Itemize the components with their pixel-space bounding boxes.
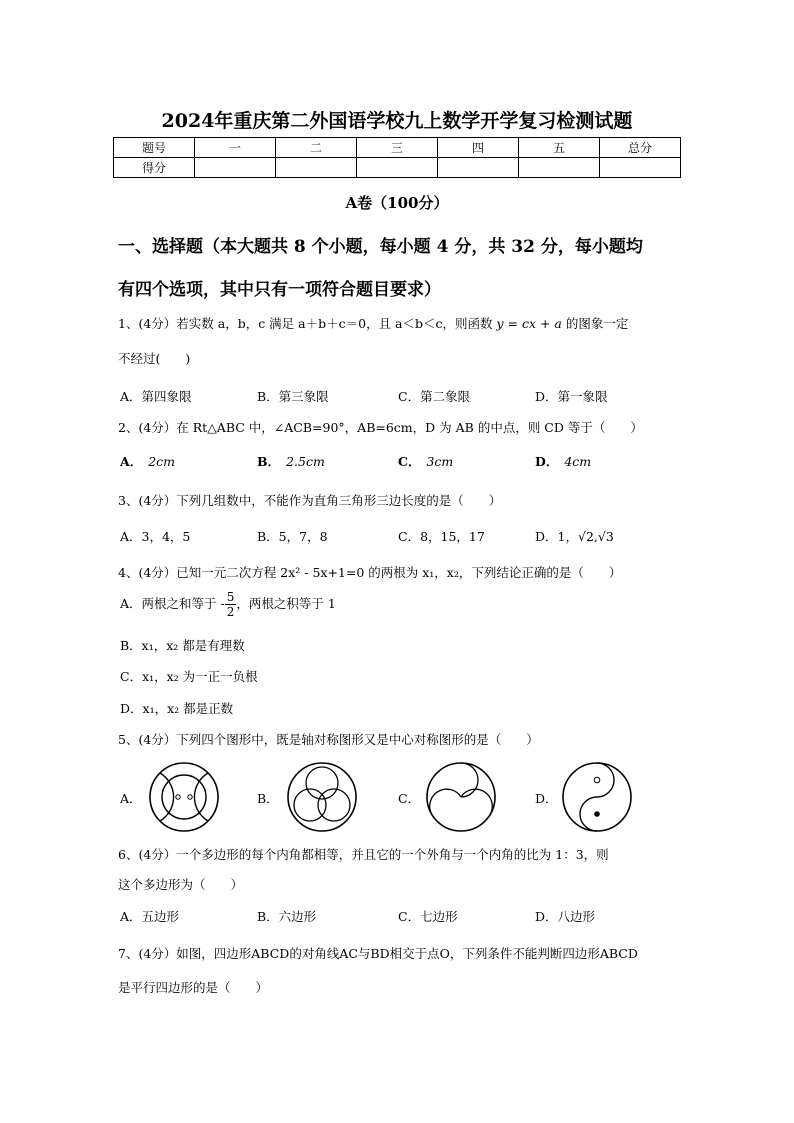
score-cell: [600, 158, 681, 178]
score-header-cell: 总分: [600, 138, 681, 158]
option-label: B．: [257, 454, 281, 469]
score-row-label: 得分: [114, 158, 195, 178]
section1-heading-line2: 有四个选项，其中只有一项符合题目要求）: [118, 280, 441, 300]
question-1-text: 1、(4分）若实数 a，b，c 满足 a＋b＋c＝0，且 a＜b＜c，则函数: [118, 316, 497, 331]
question-6-line1: 6、(4分）一个多边形的每个内角都相等，并且它的一个外角与一个内角的比为 1：3，则: [118, 847, 609, 862]
question-5-option-a-label: A．: [120, 791, 142, 806]
option-value: 3cm: [426, 454, 454, 469]
question-2-option-b: [257, 452, 325, 470]
option-label: C．: [398, 454, 421, 469]
question-1-formula: y = cx + a: [496, 316, 562, 331]
question-1-option-b: B．第三象限: [257, 389, 329, 404]
question-7-line2: 是平行四边形的是（ ）: [118, 980, 269, 995]
question-5-option-b-label: B．: [257, 791, 279, 806]
score-table: [113, 137, 681, 178]
question-3-line1: 3、(4分）下列几组数中，不能作为直角三角形三边长度的是（ ）: [118, 493, 502, 508]
question-6-option-b: B．六边形: [257, 909, 317, 924]
score-cell: [438, 158, 519, 178]
score-header-cell: 四: [438, 138, 519, 158]
score-cell: [195, 158, 276, 178]
question-5-line1: 5、(4分）下列四个图形中，既是轴对称图形又是中心对称图形的是（ ）: [118, 732, 539, 747]
score-cell: [357, 158, 438, 178]
question-4-option-d: D．x₁，x₂ 都是正数: [120, 701, 234, 716]
option-value: 4cm: [564, 454, 592, 469]
exam-title: 2024年重庆第二外国语学校九上数学开学复习检测试题: [161, 110, 633, 132]
question-1-line1: [118, 314, 628, 332]
score-header-cell: 一: [195, 138, 276, 158]
fraction: [225, 590, 237, 619]
question-3-option-a: A．3，4，5: [120, 529, 191, 544]
question-5-option-c-label: C．: [398, 791, 421, 806]
figure-c-icon: [425, 761, 497, 833]
question-1-option-c: C．第二象限: [398, 389, 471, 404]
question-4-option-b: B．x₁，x₂ 都是有理数: [120, 638, 245, 653]
question-6-option-c: C．七边形: [398, 909, 458, 924]
question-5-option-d-label: D．: [535, 791, 558, 806]
question-4-option-a: [120, 590, 336, 619]
question-3-option-b: B．5，7，8: [257, 529, 328, 544]
score-header-cell: 五: [519, 138, 600, 158]
question-6-option-d: D．八边形: [535, 909, 596, 924]
score-table-header-row: [114, 138, 681, 158]
score-header-cell: 二: [276, 138, 357, 158]
figure-a-icon: [148, 761, 220, 833]
score-cell: [519, 158, 600, 178]
question-2-line1: 2、(4分）在 Rt△ABC 中，∠ACB=90°，AB=6cm，D 为 AB 的中点，则 CD 等于（ ）: [118, 420, 643, 435]
score-header-cell: 题号: [114, 138, 195, 158]
option-a-prefix: A．两根之和等于 -: [120, 596, 225, 611]
section-a-heading: A卷（100分）: [345, 194, 449, 212]
score-cell: [276, 158, 357, 178]
question-1-option-d: D．第一象限: [535, 389, 608, 404]
option-label: D．: [535, 454, 559, 469]
question-3-option-d: D．1，√2,√3: [535, 529, 614, 544]
question-6-option-a: A．五边形: [120, 909, 180, 924]
question-1-line2: 不经过( ): [118, 351, 191, 366]
question-4-option-c: C．x₁，x₂ 为一正一负根: [120, 669, 258, 684]
question-6-line2: 这个多边形为（ ）: [118, 877, 244, 892]
question-3-option-c: C．8，15，17: [398, 529, 485, 544]
question-7-line1: 7、(4分）如图，四边形ABCD的对角线AC与BD相交于点O，下列条件不能判断四边形ABCD: [118, 946, 638, 961]
fraction-denominator: 2: [226, 605, 235, 619]
option-a-suffix: ，两根之积等于 1: [236, 596, 336, 611]
score-header-cell: 三: [357, 138, 438, 158]
option-value: 2.5cm: [286, 454, 325, 469]
option-value: 2cm: [148, 454, 176, 469]
question-4-line1: 4、(4分）已知一元二次方程 2x² - 5x+1=0 的两根为 x₁，x₂，下列结论正确的是（ ）: [118, 565, 622, 580]
section1-heading-line1: 一、选择题（本大题共 8 个小题，每小题 4 分，共 32 分，每小题均: [118, 237, 643, 257]
option-label: A．: [120, 454, 143, 469]
figure-b-icon: [286, 761, 358, 833]
question-2-option-c: [398, 452, 453, 470]
fraction-numerator: 5: [226, 590, 235, 604]
figure-d-yinyang-icon: [561, 761, 633, 833]
score-table-score-row: [114, 158, 681, 178]
question-2-option-a: [120, 452, 175, 470]
question-1-option-a: A．第四象限: [120, 389, 192, 404]
question-1-text-tail: 的图象一定: [561, 316, 629, 331]
question-2-option-d: [535, 452, 591, 470]
